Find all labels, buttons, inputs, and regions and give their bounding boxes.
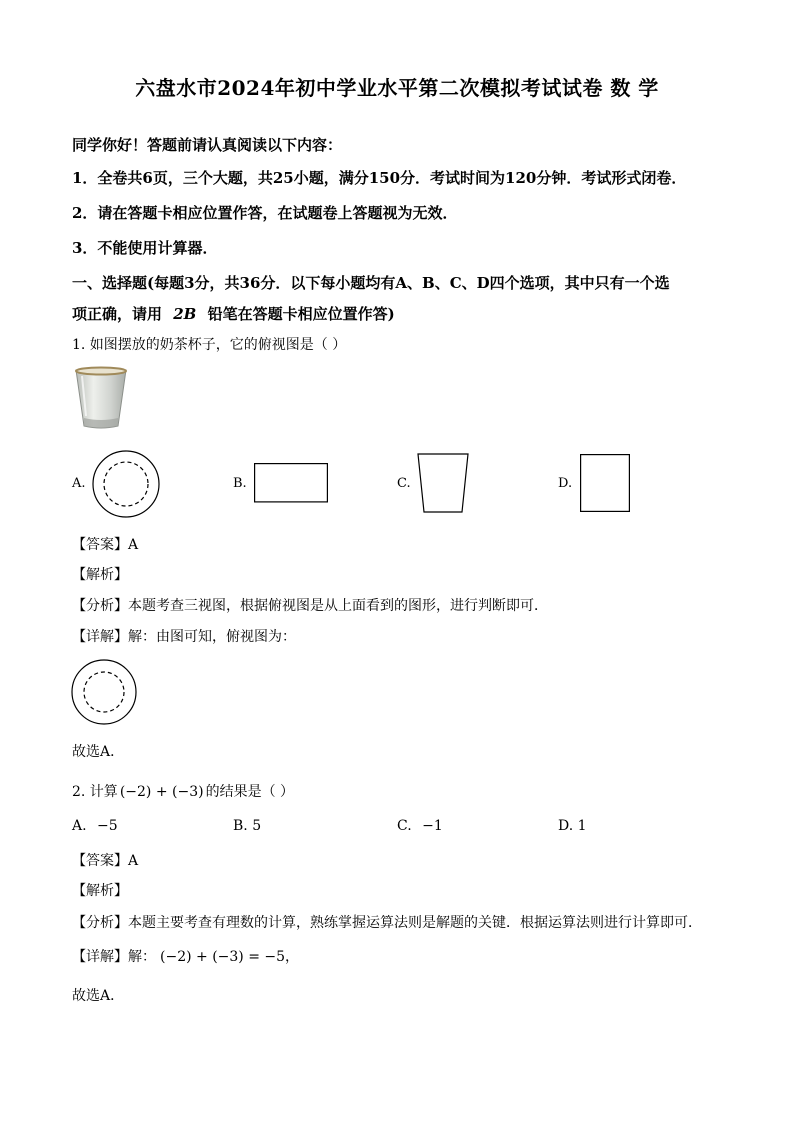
- q2-option-a-label: A.: [72, 818, 87, 834]
- q1-analysis-tag: 【解析】: [72, 567, 128, 583]
- q1-answer: A: [128, 537, 139, 553]
- circle-dashed-figure: [92, 450, 160, 518]
- q2-option-d: [558, 818, 587, 834]
- q1-option-d-label: D.: [558, 476, 573, 491]
- q1-option-a-label: A.: [72, 476, 86, 491]
- q2-option-a: [72, 818, 118, 834]
- q2-option-c-value: −1: [422, 818, 443, 834]
- q2-fenxi: 本题主要考查有理数的计算，熟练掌握运算法则是解题的关键．根据运算法则进行计算即可．: [128, 915, 702, 931]
- q2-option-b-label: B.: [233, 818, 248, 834]
- q2-detail-line: [72, 946, 299, 966]
- q1-detail-tag: 【详解】: [72, 629, 128, 645]
- q1-fenxi-tag: 【分析】: [72, 598, 128, 614]
- q2-answer-line: [72, 850, 138, 870]
- instruction-2: 2．请在答题卡相应位置作答，在试题卷上答题视为无效．: [72, 204, 458, 222]
- rectangle-figure: [254, 463, 328, 503]
- glass-cup-image: [74, 366, 128, 430]
- page-title: 六盘水市2024年初中学业水平第二次模拟考试试卷 数 学: [135, 76, 659, 100]
- q2-detail-tag: 【详解】: [72, 949, 128, 965]
- q1-detail-line: [72, 626, 296, 646]
- q2-stem-expression: (−2) + (−3): [119, 784, 204, 800]
- q1-option-b-label: B.: [233, 476, 247, 491]
- section-heading-line2-b: 铅笔在答题卡相应位置作答): [207, 305, 395, 323]
- q2-analysis-tag: 【解析】: [72, 883, 128, 899]
- q1-answer-line: [72, 534, 138, 554]
- section-heading-line2-a: 项正确，请用: [72, 305, 163, 323]
- q2-conclusion: 故选A．: [72, 988, 125, 1004]
- q1-answer-tag: 【答案】: [72, 537, 128, 553]
- q2-stem: [72, 781, 294, 801]
- circle-dashed-figure-answer: [71, 659, 137, 725]
- q2-detail-a: 解：: [128, 949, 156, 965]
- q1-fenxi-line: [72, 595, 548, 615]
- q2-option-b-value: 5: [252, 818, 262, 834]
- q1-conclusion: 故选A．: [72, 744, 125, 760]
- q2-option-b: [233, 818, 261, 834]
- q1-detail: 解：由图可知，俯视图为：: [128, 629, 296, 645]
- q2-fenxi-tag: 【分析】: [72, 915, 128, 931]
- q2-detail-expression: (−2) + (−3) = −5: [160, 949, 286, 965]
- q2-stem-a: 2. 计算: [72, 784, 118, 800]
- trapezoid-figure: [417, 453, 469, 513]
- greeting: 同学你好！答题前请认真阅读以下内容：: [72, 136, 343, 154]
- instruction-1: 1．全卷共6页，三个大题，共25小题，满分150分．考试时间为120分钟．考试形式闭卷．: [72, 169, 687, 187]
- q2-option-c-label: C.: [397, 818, 412, 834]
- q2-detail-b: ，: [285, 949, 300, 965]
- q2-stem-b: 的结果是（ ）: [205, 784, 295, 800]
- q2-answer: A: [128, 853, 139, 869]
- q1-fenxi: 本题考查三视图，根据俯视图是从上面看到的图形，进行判断即可．: [128, 598, 548, 614]
- q2-option-d-value: 1: [577, 818, 587, 834]
- q2-option-d-label: D.: [558, 818, 574, 834]
- square-figure: [580, 454, 630, 512]
- q1-stem: 1. 如图摆放的奶茶杯子，它的俯视图是（ ）: [72, 337, 347, 353]
- section-heading-line2: [72, 303, 395, 324]
- section-heading-pencil: 2B: [173, 305, 197, 323]
- q1-option-c-label: C.: [397, 476, 411, 491]
- q2-answer-tag: 【答案】: [72, 853, 128, 869]
- instruction-3: 3．不能使用计算器．: [72, 239, 218, 257]
- section-heading-line1: 一、选择题(每题3分，共36分．以下每小题均有A、B、C、D四个选项，其中只有一个选: [72, 274, 670, 292]
- q2-option-a-value: −5: [97, 818, 118, 834]
- q2-fenxi-line: [72, 912, 702, 932]
- q2-option-c: [397, 818, 443, 834]
